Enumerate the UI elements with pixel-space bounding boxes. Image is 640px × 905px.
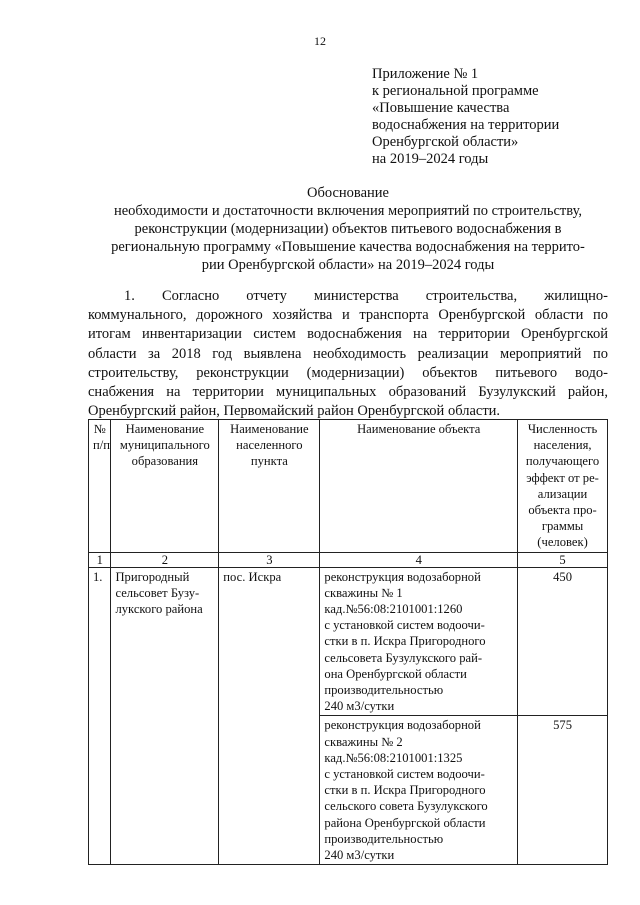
objects-table — [88, 419, 608, 865]
appendix-block — [372, 66, 559, 168]
column-number: 2 — [111, 552, 219, 567]
appendix-line: на 2019–2024 годы — [372, 151, 489, 167]
appendix-line: «Повышение качества — [372, 100, 510, 116]
paragraph-line: коммунального, дорожного хозяйства и транспорта Оренбургской области по — [88, 307, 608, 324]
column-number: 4 — [320, 552, 518, 567]
population-cell: 450 — [518, 567, 608, 716]
header-municipality: Наименование муниципального образования — [111, 420, 219, 553]
population-cell: 575 — [518, 716, 608, 865]
header-settlement: Наименование населенного пункта — [219, 420, 320, 553]
paragraph-line: Оренбургский район, Первомайский район Оренбургской области. — [88, 403, 501, 420]
object-cell: реконструкция водозаборной скважины № 1 кад.№56:08:2101001:1260 с установкой систем водоочи- стки в п. Искра Пригородного сельсовета Бузулукского рай- она Оренбургской области производительностью 240 м3/сутки — [320, 567, 518, 716]
paragraph-line: строительству, реконструкции (модернизации) объектов питьевого водо- — [88, 364, 608, 381]
heading-line: реконструкции (модернизации) объектов питьевого водоснабжения в — [134, 221, 562, 237]
column-number: 3 — [219, 552, 320, 567]
column-number-row — [89, 552, 608, 567]
heading-line: рии Оренбургской области» на 2019–2024 годы — [201, 257, 495, 273]
table-row — [89, 567, 608, 716]
paragraph-line: 1. Согласно отчету министерства строительства, жилищно- — [124, 288, 608, 304]
header-object: Наименование объекта — [320, 420, 518, 553]
appendix-line: Приложение № 1 — [372, 66, 479, 82]
table-header-row — [89, 420, 608, 553]
column-number: 5 — [518, 552, 608, 567]
paragraph-line: снабжения на территории муниципальных образований Бузулукский район, — [88, 384, 608, 401]
appendix-line: водоснабжения на территории — [372, 117, 560, 133]
municipality-cell: Пригородный сельсовет Бузу- лукского района — [111, 567, 219, 865]
settlement-cell: пос. Искра — [219, 567, 320, 865]
heading-line: региональную программу «Повышение качества водоснабжения на террито- — [111, 239, 585, 255]
body-paragraph — [88, 287, 608, 421]
appendix-line: к региональной программе — [372, 83, 539, 99]
appendix-line: Оренбургской области» — [372, 134, 519, 150]
paragraph-line: итогам инвентаризации систем водоснабжения на территории Оренбургской — [88, 326, 608, 343]
heading-line: необходимости и достаточности включения мероприятий по строительству, — [113, 203, 583, 219]
paragraph-line: области за 2018 год выявлена необходимость реализации мероприятий по — [88, 345, 608, 362]
header-population: Численность населения, получающего эффект от ре- ализации объекта про- граммы (человек) — [518, 420, 608, 553]
object-cell: реконструкция водозаборной скважины № 2 кад.№56:08:2101001:1325 с установкой систем водоочи- стки в п. Искра Пригородного сельского совета Бузулукского района Оренбургской области производительностью 240 м3/сутки — [320, 716, 518, 865]
heading-title: Обоснование — [307, 185, 389, 201]
row-number: 1. — [89, 567, 111, 865]
header-num: № п/п — [89, 420, 111, 553]
page-number: 12 — [314, 34, 326, 48]
column-number: 1 — [89, 552, 111, 567]
document-heading — [80, 184, 616, 274]
